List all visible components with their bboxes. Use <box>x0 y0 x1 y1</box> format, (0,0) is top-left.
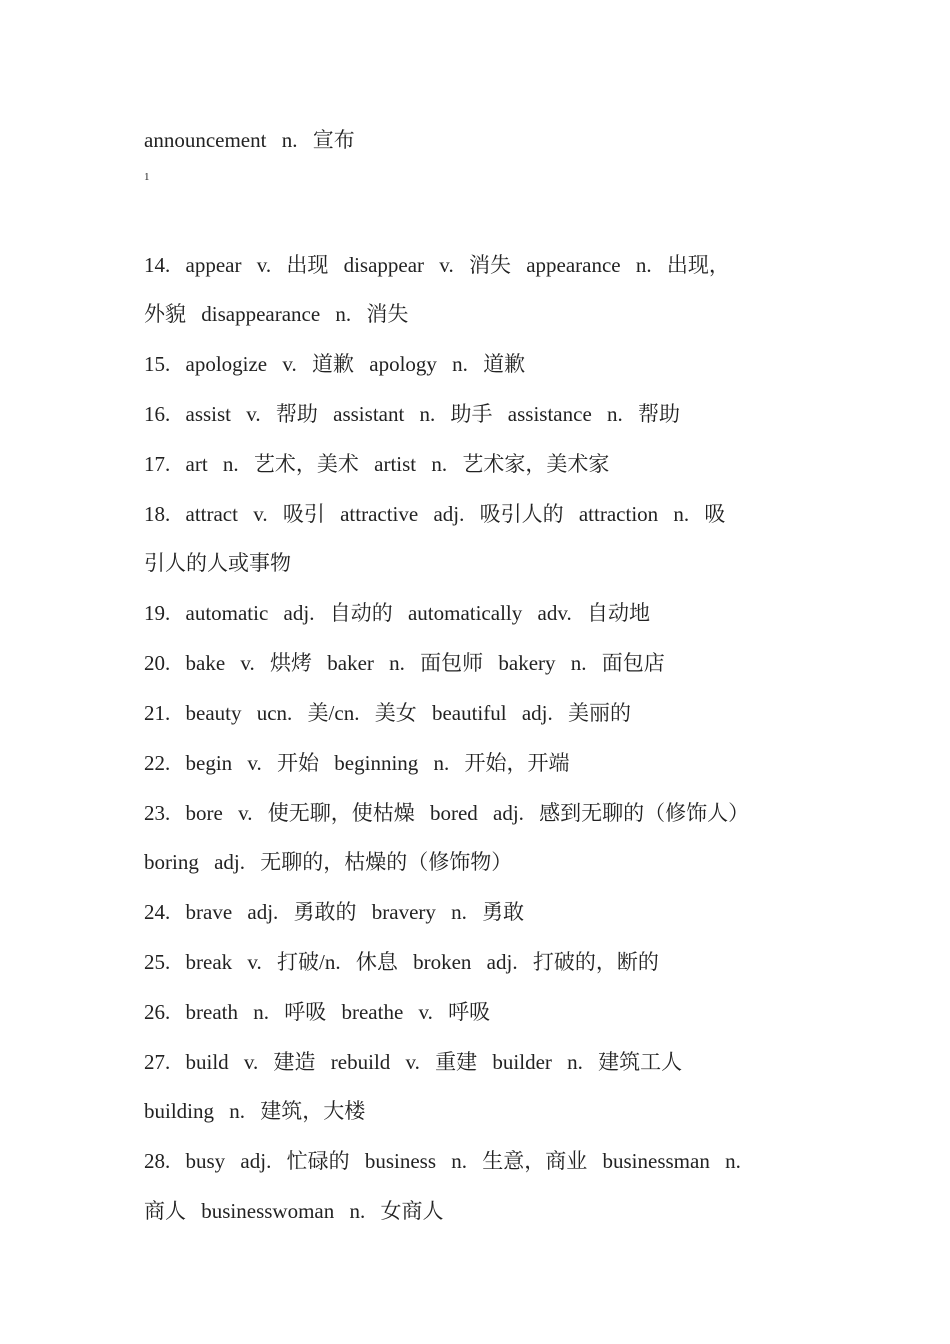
vocab-line: 23. bore v. 使无聊，使枯燥 bored adj. 感到无聊的（修饰人） <box>144 801 750 825</box>
vocab-line: 16. assist v. 帮助 assistant n. 助手 assistance n. 帮助 <box>144 402 681 426</box>
vocab-line: 26. breath n. 呼吸 breathe v. 呼吸 <box>144 1000 491 1024</box>
vocab-line: 22. begin v. 开始 beginning n. 开始，开端 <box>144 751 570 775</box>
vocab-line: 商人 businesswoman n. 女商人 <box>144 1199 444 1223</box>
vocab-line: 28. busy adj. 忙碌的 business n. 生意，商业 businessman n. <box>144 1149 741 1173</box>
page-number: 1 <box>144 171 150 183</box>
vocab-line: 19. automatic adj. 自动的 automatically adv. 自动地 <box>144 601 650 625</box>
vocab-line: 21. beauty ucn. 美/cn. 美女 beautiful adj. 美丽的 <box>144 701 631 725</box>
vocab-line: 17. art n. 艺术，美术 artist n. 艺术家，美术家 <box>144 452 610 476</box>
vocab-line: 14. appear v. 出现 disappear v. 消失 appearance n. 出现， <box>144 253 730 277</box>
vocab-line: 引人的人或事物 <box>144 551 291 575</box>
vocab-line: 15. apologize v. 道歉 apology n. 道歉 <box>144 352 526 376</box>
vocab-line: 25. break v. 打破/n. 休息 broken adj. 打破的，断的 <box>144 950 659 974</box>
vocab-line: building n. 建筑，大楼 <box>144 1099 366 1123</box>
vocab-line: 27. build v. 建造 rebuild v. 重建 builder n. 建筑工人 <box>144 1050 683 1074</box>
vocab-line: boring adj. 无聊的，枯燥的（修饰物） <box>144 850 513 874</box>
vocab-line: 20. bake v. 烘烤 baker n. 面包师 bakery n. 面包店 <box>144 651 665 675</box>
vocab-line: 18. attract v. 吸引 attractive adj. 吸引人的 attraction n. 吸 <box>144 502 726 526</box>
vocab-line: 24. brave adj. 勇敢的 bravery n. 勇敢 <box>144 900 525 924</box>
header-vocab-line: announcement n. 宣布 <box>144 128 355 152</box>
vocab-line: 外貌 disappearance n. 消失 <box>144 302 409 326</box>
